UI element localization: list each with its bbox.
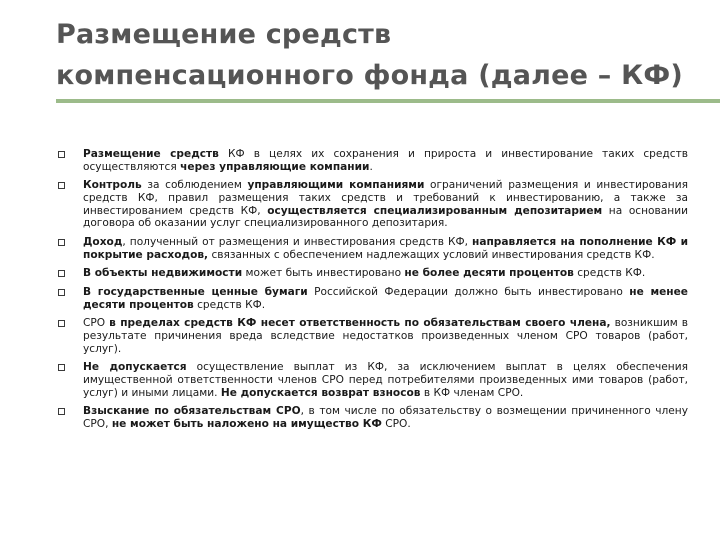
square-bullet-icon [58, 408, 65, 415]
bullet-item [56, 361, 688, 399]
bullet-text: на основании договора об оказании услуг специализированного депозитария. [83, 204, 688, 230]
bullet-text: ограничений размещения и инвестирования средств КФ, правил размещения таких средств и требований к инвестированию, а также за инвестированием средств КФ, [83, 179, 688, 217]
slide-title-line-1: Размещение средств [56, 19, 392, 50]
bullet-text: осуществление выплат из КФ, за исключением выплат в целях обеспечения имущественной ответственности членов СРО перед потребителями произведенных ими товаров (работ, услуг) и иными лицами. [83, 361, 688, 399]
bullet-bold-text: Доход [83, 235, 123, 248]
square-bullet-icon [58, 239, 65, 246]
bullet-text: СРО [83, 317, 110, 330]
square-bullet-icon [58, 182, 65, 189]
bullet-item [56, 179, 688, 229]
bullet-bold-text: Не допускается [83, 361, 187, 374]
bullet-bold-text: Взыскание по обязательствам СРО [83, 405, 301, 418]
bullet-bold-text: В государственные ценные бумаги [83, 286, 308, 299]
bullet-text: средств КФ. [193, 298, 266, 311]
bullet-text: возникшим в результате причинения вреда вследствие недостатков произведенных членом СРО товаров (работ, услуг). [83, 317, 688, 355]
bullet-bold-text: направляется на пополнение КФ и покрытие расходов, [83, 235, 688, 261]
bullet-bold-text: Контроль [83, 179, 142, 192]
slide-title [56, 14, 696, 96]
bullet-bold-text: осуществляется специализированным депозитарием [267, 204, 603, 217]
bullet-bold-text: управляющими компаниями [247, 179, 425, 192]
square-bullet-icon [58, 270, 65, 277]
bullet-text: . [369, 160, 373, 173]
square-bullet-icon [58, 320, 65, 327]
bullet-text: средств КФ. [573, 267, 646, 280]
bullet-bold-text: не может быть наложено на имущество КФ [111, 418, 382, 430]
bullet-text: за соблюдением [141, 179, 248, 192]
bullet-text: может быть инвестировано [242, 267, 405, 280]
bullet-text: , в том числе по обязательству о возмещении причиненного члену СРО, [83, 405, 688, 430]
bullet-item [56, 317, 688, 355]
bullet-item [56, 236, 688, 261]
bullet-bold-text: В объекты недвижимости [83, 267, 243, 280]
bullet-item [56, 148, 688, 173]
slide-title-line-2: компенсационного фонда (далее – КФ) [56, 60, 683, 91]
bullet-text: Российской Федерации должно быть инвестировано [307, 286, 630, 299]
title-underline [56, 99, 720, 103]
bullet-bold-text: не более десяти процентов [404, 267, 574, 280]
bullet-text: , полученный от размещения и инвестирования средств КФ, [122, 235, 473, 248]
bullet-item [56, 286, 688, 311]
bullet-item [56, 267, 688, 280]
square-bullet-icon [58, 364, 65, 371]
bullet-list [56, 148, 688, 437]
bullet-text: СРО. [381, 418, 411, 430]
bullet-item [56, 405, 688, 430]
square-bullet-icon [58, 151, 65, 158]
square-bullet-icon [58, 289, 65, 296]
bullet-bold-text: через управляющие компании [180, 160, 370, 173]
bullet-text: связанных с обеспечением надлежащих условий инвестирования средств КФ. [208, 248, 655, 261]
bullet-bold-text: не менее десяти процентов [83, 286, 688, 311]
bullet-text: КФ в целях их сохранения и прироста и инвестирование таких средств осуществляются [83, 148, 688, 173]
bullet-bold-text: в пределах средств КФ несет ответственность по обязательствам своего члена, [109, 317, 611, 330]
bullet-bold-text: Не допускается возврат взносов [220, 386, 421, 399]
bullet-text: в КФ членам СРО. [420, 386, 524, 399]
bullet-bold-text: Размещение средств [83, 148, 219, 160]
